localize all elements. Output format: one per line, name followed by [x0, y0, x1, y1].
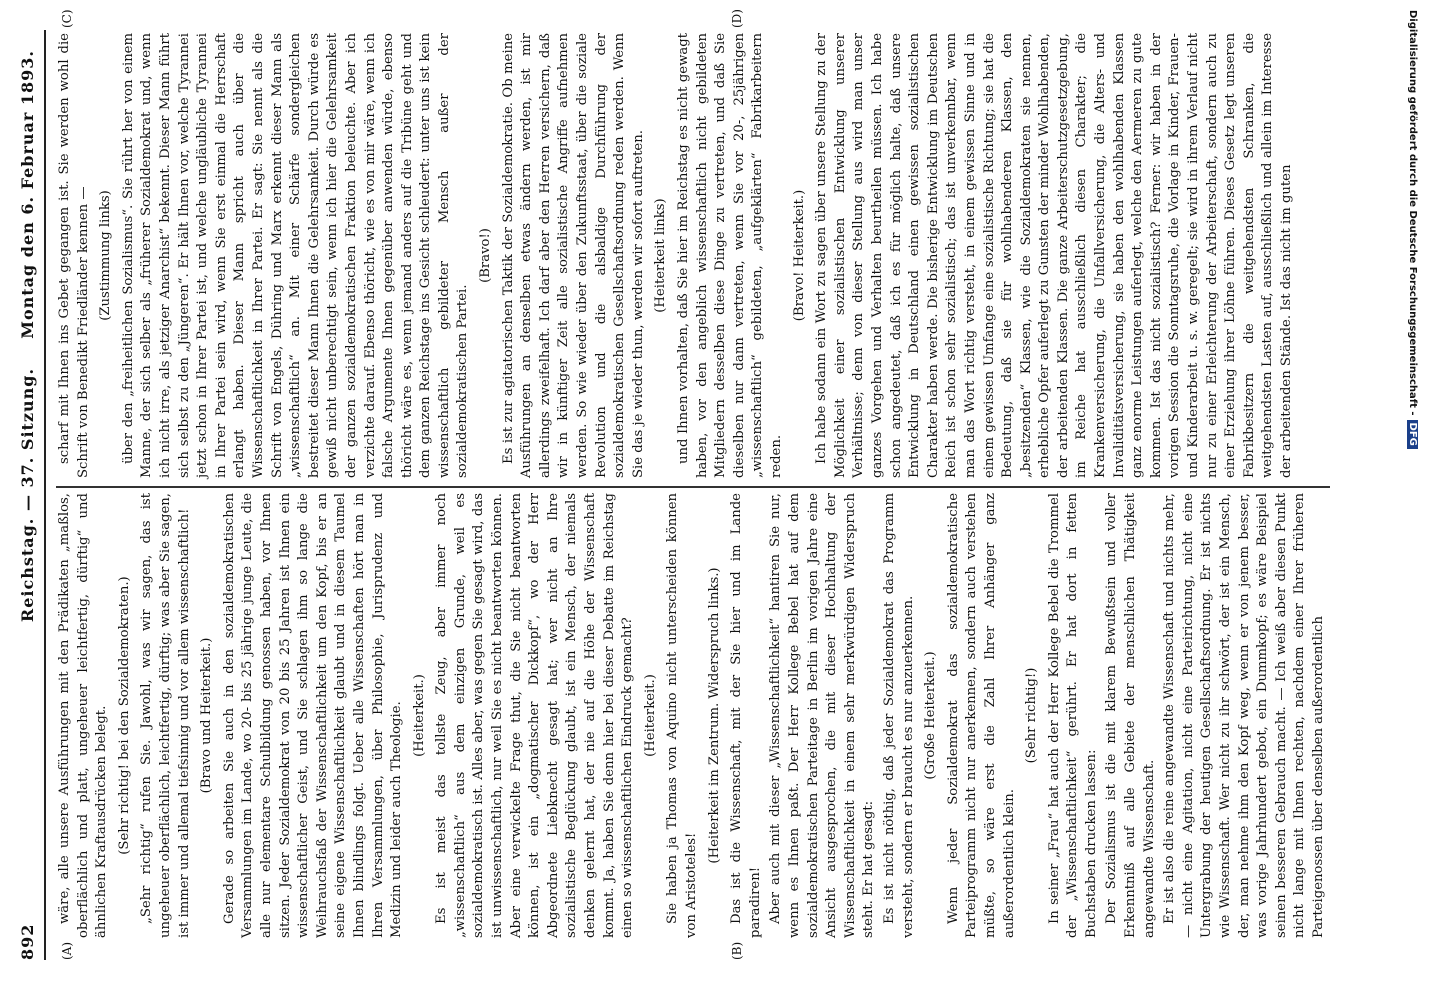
page-number: 892 [18, 923, 37, 960]
margin-marker-d: (D) [730, 9, 744, 28]
paragraph: Der Sozialismus ist die mit klarem Bewußtsein und voller Erkenntniß auf alle Gebiete der menschlichen Thätigkeit angewandte Wissenschaft. [1104, 493, 1157, 938]
right-text-column [56, 33, 1299, 478]
credit-text: Digitalisierung gefördert durch die Deutsche Forschungsgemeinschaft - [1407, 10, 1418, 416]
session-date: Montag den 6. Februar 1893. [18, 50, 37, 339]
paragraph: Wenn jeder Sozialdemokrat das sozialdemokratische Parteiprogramm nicht nur anerkennen, sondern auch verstehen müßte, so wäre erst die Zahl Ihrer Anhänger ganz außerordentlich klein. [945, 493, 1017, 938]
margin-marker-c: (C) [60, 9, 74, 28]
interjection: (Heiterkeit links) [653, 198, 669, 313]
interjection: (Bravo!) [478, 228, 494, 283]
paragraph: und Ihnen vorhalten, daß Sie hier im Reichstag es nicht gewagt haben, vor den angeblich wissenschaftlich nicht gebildeten Mitgliedern desselben diese Dinge zu vertreten, und daß Sie dieselben nur dann vertreten, wenn Sie vor 20-, 25jährigen „wissenschaftlich“ gebildeten, „aufgeklärten“ Fabrikarbeitern reden. [676, 33, 784, 478]
paragraph: scharf mit Ihnen ins Gebet gegangen ist. Sie werden wohl die Schrift von Benedikt Friedländer kennen — [57, 33, 91, 478]
paragraph: Das ist die Wissenschaft, mit der Sie hier und im Lande paradiren! [729, 493, 763, 938]
interjection: (Bravo! Heiterkeit.) [791, 189, 807, 322]
paragraph: Aber auch mit dieser „Wissenschaftlichkeit“ hantiren Sie nur, wenn es Ihnen paßt. Der Herr Kollege Bebel hat auf dem sozialdemokratischen Parteitage in Berlin im vorigen Jahre eine Ansicht ausgesprochen, die mit dieser Hochhaltung der Wissenschaftlichkeit in einem sehr merkwürdigen Widerspruch steht. Er hat gesagt: [768, 493, 877, 938]
interjection: (Heiterkeit im Zentrum. Widerspruch links.) [706, 567, 722, 864]
paragraph: wäre, alle unsere Ausführungen mit den Prädikaten „maßlos, oberflächlich und platt, ungeheuer leichtfertig, dürftig“ und ähnlichen Kraftausdrücken belegt. [57, 493, 110, 938]
paragraph: Er ist also die reine angewandte Wissenschaft und nichts mehr, — nicht eine Agitation, nicht eine Parteirichtung, nicht eine Untergrabung der heutigen Gesellschaftsordnung. Er ist nichts wie Wissenschaft. Wer nicht zu ihr schwört, der ist ein Mensch, der, man nehme ihm den Kopf weg, wenn er von jenem besser, was vorige Jahrhundert gebot, ein Dummkopf; es wäre Beispiel seinen besseren Gebrauch macht. — Ich weiß aber diesen Punkt nicht lange mit Ihnen rechten, nachdem einer Ihrer früheren Parteigenossen über denselben außerordentlich [1162, 493, 1326, 938]
interjection: (Heiterkeit.) [642, 674, 658, 757]
paragraph: Es ist nicht nöthig, daß jeder Sozialdemokrat das Programm versteht, sondern er braucht es nur anzuerkennen. [881, 493, 916, 938]
page-title: Reichstag. — 37. Sitzung. [18, 367, 37, 623]
paragraph: Es ist meist das tollste Zeug, aber immer noch „wissenschaftlich“ aus dem einzigen Grunde, weil es sozialdemokratisch ist. Alles aber, was gegen Sie gesagt wird, das ist unwissenschaftlich, nur weil Sie es nicht beantworten können. Aber eine verwickelte Frage thut, die Sie nicht beantworten können, ist ein „dogmatischer Dickkopf“, wo der Herr Abgeordnete Liebknecht gesagt hat; wer nicht an Ihre sozialistische Beglückung glaubt, ist ein Mensch, der niemals denken gelernt hat, der nie auf die Höhe der Wissenschaft kommt. Ja, haben Sie denn hier bei dieser Debatte im Reichstag einen so wissenschaftlichen Eindruck gemacht? [434, 493, 636, 938]
margin-marker-a: (A) [60, 941, 74, 960]
column-divider [56, 486, 1330, 488]
header-rule [44, 30, 46, 960]
interjection: (Heiterkeit.) [411, 674, 427, 757]
paragraph: „Sehr richtig“ rufen Sie. Jawohl, was wir sagen, das ist ungeheuer oberflächlich, leichtfertig, dürftig; was aber Sie sagen, ist immer und allemal tiefsinnig und vor allem wissenschaftlich! [139, 493, 192, 938]
paragraph: Gerade so arbeiten Sie auch in den sozialdemokratischen Versammlungen im Lande, wo 20- bis 25 jährige junge Leute, die alle nur elementare Schulbildung genossen haben, vor Ihnen sitzen. Jeder Sozialdemokrat von 20 bis 25 Jahren ist Ihnen ein wissenschaftlicher Geist, und Sie schlagen ihm so lange die Weihrauchsfaß der Wissenschaftlichkeit um den Kopf, bis er an seine eigene Wissenschaftlichkeit glaubt und in diesem Taumel Ihnen blindlings folgt. Ueber alle Wissenschaften hört man in Ihren Versammlungen, über Philosophie, Jurisprudenz und Medizin und leider auch Theologie. [221, 493, 405, 938]
interjection: (Zustimmung links) [98, 190, 114, 321]
paragraph: In seiner „Frau“ hat auch der Herr Kollege Bebel die Trommel der „Wissenschaftlichkeit“ gerührt. Er hat dort in fetten Buchstaben drucken lassen: [1046, 493, 1099, 938]
dfg-logo: DFG [1407, 420, 1418, 449]
paragraph: über den „freiheitlichen Sozialismus“. Sie rührt her von einem Manne, der sich selber als „früherer Sozialdemokrat und, wenn ich nicht irre, als jetziger Anarchist“ bekennt. Dieser Mann führt sich selbst zu den „Jüngeren“. Er hält Ihnen vor, welche Tyrannei jetzt schon in Ihrer Partei ist, und welche ungläubliche Tyrannei in Ihrer Partei sein wird, wenn Sie erst einmal die Herrschaft erlangt haben. Dieser Mann spricht auch über die Wissenschaftlichkeit in Ihrer Partei. Er sagt: Sie nennt als die Schrift von Engels, Dühring und Marx erkennt dieser Mann als „wissenschaftlich“ an. Mit einer Schärfe sondergleichen bestreitet dieser Mann Ihnen die Gelehrsamkeit. Durch würde es gewiß nicht unberechtigt sein, wenn ich hier die Gelehrsamkeit der ganzen sozialdemokratischen Fraktion beleuchte. Aber ich verzichte darauf. Ebenso thöricht, wie es von mir wäre, wenn ich falsche Argumente Ihnen gegenüber anwenden würde, ebenso thöricht wäre es, wenn jemand anders auf die Tribüne geht und dem ganzen Reichstage ins Gesicht schleudert: unter uns ist kein wissenschaftlich gebildeter Mensch außer der sozialdemokratischen Partei. [120, 33, 471, 478]
margin-marker-b: (B) [730, 941, 744, 960]
interjection: (Sehr richtig!) [1024, 667, 1040, 764]
paragraph: Ich habe sodann ein Wort zu sagen über unsere Stellung zu der Möglichkeit einer sozialistischen Entwicklung unserer Verhältnisse; denn von dieser Stellung aus wird man unser ganzes Vorgehen und Verhalten beurtheilen müssen. Ich habe schon angedeutet, daß ich es für möglich halte, daß unsere Entwicklung in Deutschland einen gewissen sozialistischen Charakter haben werde. Die bisherige Entwicklung im Deutschen Reich ist schon sehr sozialistisch; das ist unverkennbar, wenn man das Wort richtig versteht, in einem gewissen Sinne und in einem gewissen Umfange eine sozialistische Richtung; sie hat die Bedeutung, daß sie für wohlhabenderen Klassen, den „besitzenden“ Klassen, wie die Sozialdemokraten sie nennen, erhebliche Opfer auferlegt zu Gunsten der minder Wohlhabenden, der arbeitenden Klassen. Die ganze Arbeiterschutzgesetzgebung, im Reiche hat ausschließlich diesen Charakter; die Krankenversicherung, die Unfallversicherung, die Alters- und Invaliditätsversicherung, sie haben den wohlhabenden Klassen ganz enorme Leistungen auferlegt, welche den Aermeren zu gute kommen. Ist das nicht sozialistisch? Ferner: wir haben in der vorigen Session die Sonntagsruhe, die Vorlage in Kinder, Frauen- und Kinderarbeit u. s. w. geregelt; sie wird in ihrem Verlauf nicht nur zu einer Erleichterung der Arbeiterschaft, sondern auch zu einer Erziehung ihrer Löhne führen. Dieses Gesetz legt unseren Fabrikbesitzern die weitgehendsten Schranken, die weitgehendsten Lasten auf, ausschließlich und allein im Interesse der arbeitenden Stände. Ist das nicht im guten [814, 33, 1294, 478]
paragraph: Sie haben ja Thomas von Aquino nicht unterscheiden können von Aristoteles! [665, 493, 699, 938]
paragraph: Es ist zur agitatorischen Taktik der Sozialdemokratie. Ob meine Ausführungen an denselben etwas ändern werden, ist mir allerdings zweifelhaft. Ich darf aber den Herren versichern, daß wir in künftiger Zeit alle sozialistische Angriffe aufnehmen werden. So wie wieder über den Zukunftsstaat, über die soziale Revolution und die alsbaldige Durchführung der sozialdemokratischen Gesellschaftsordnung reden werden. Wenn Sie das je wieder thun, werden wir sofort auftreten. [500, 33, 646, 478]
interjection: (Bravo und Heiterkeit.) [199, 637, 215, 794]
interjection: (Große Heiterkeit.) [923, 651, 939, 780]
interjection: (Sehr richtig! bei den Sozialdemokraten.) [116, 576, 132, 855]
digitization-credit [1404, 10, 1418, 990]
page-header [18, 30, 44, 960]
left-text-column [56, 493, 1331, 938]
